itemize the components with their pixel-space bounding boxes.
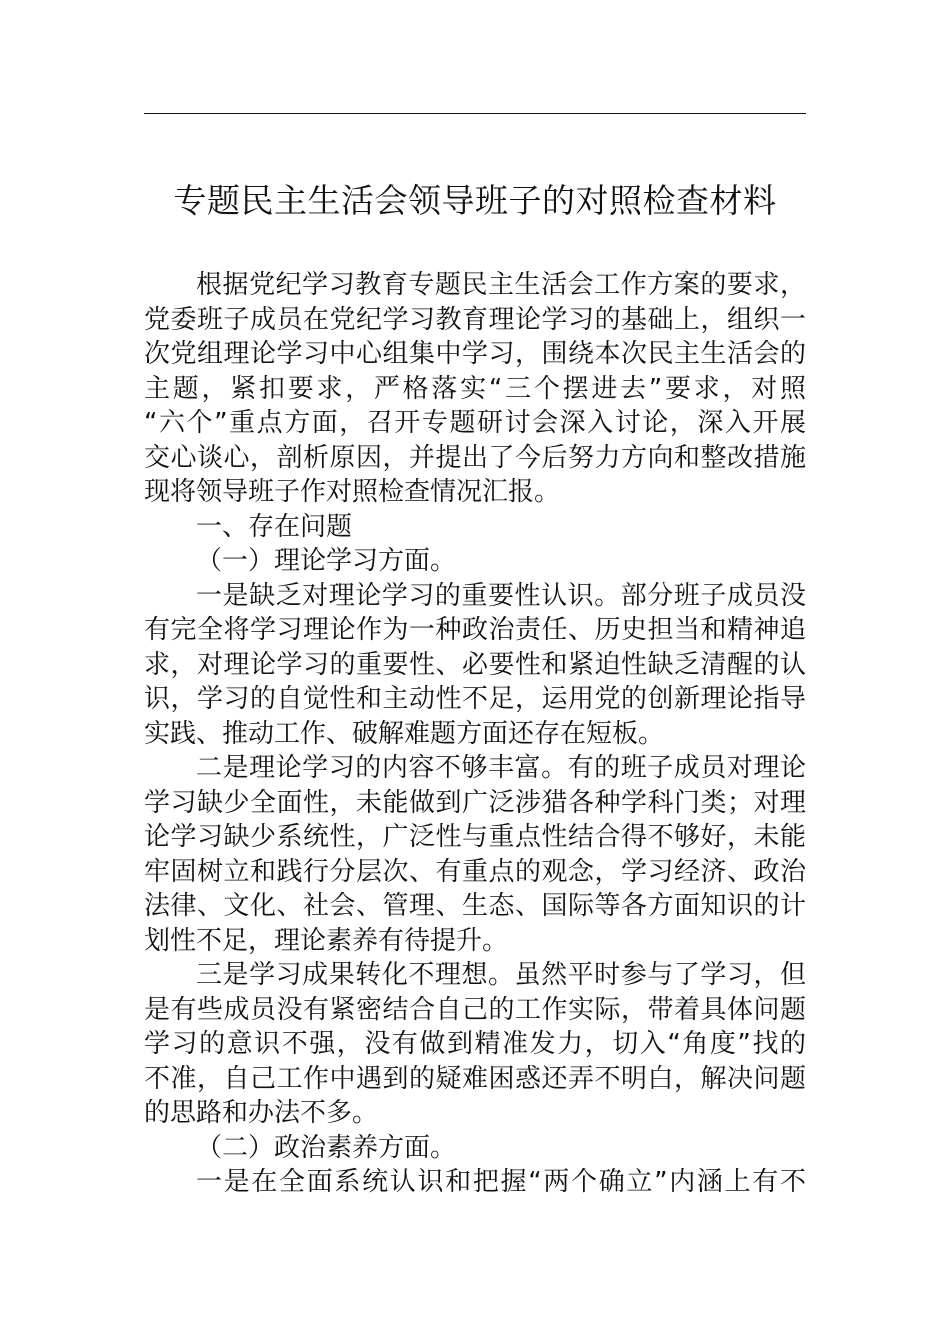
- body-line: 不准，自己工作中遇到的疑难困惑还弄不明白，解决问题: [144, 1063, 806, 1094]
- body-line: 实践、推动工作、破解难题方面还存在短板。: [144, 718, 665, 749]
- body-line: （一）理论学习方面。: [196, 546, 457, 576]
- body-line: 划性不足，理论素养有待提升。: [144, 925, 509, 956]
- body-line: 是有些成员没有紧密结合自己的工作实际，带着具体问题: [144, 994, 806, 1025]
- document-body: [144, 268, 806, 1200]
- body-line: 一、存在问题: [196, 511, 353, 542]
- body-line: 有完全将学习理论作为一种政治责任、历史担当和精神追: [144, 615, 806, 645]
- header-rule: [144, 113, 806, 114]
- body-line: 一是在全面系统认识和把握“两个确立”内涵上有不: [196, 1167, 806, 1197]
- body-line: 主题，紧扣要求，严格落实“三个摆进去”要求，对照: [144, 373, 806, 404]
- body-line: 一是缺乏对理论学习的重要性认识。部分班子成员没: [196, 580, 806, 611]
- body-line: 交心谈心，剖析原因，并提出了今后努力方向和整改措施: [144, 442, 806, 473]
- document-title: 专题民主生活会领导班子的对照检查材料: [173, 181, 777, 220]
- body-line: “六个”重点方面，召开专题研讨会深入讨论，深入开展: [144, 408, 806, 438]
- body-line: 根据党纪学习教育专题民主生活会工作方案的要求，: [196, 270, 806, 300]
- body-line: 的思路和办法不多。: [144, 1098, 379, 1128]
- body-line: 现将领导班子作对照检查情况汇报。: [144, 477, 561, 507]
- body-line: （二）政治素养方面。: [196, 1132, 457, 1163]
- body-line: 识，学习的自觉性和主动性不足，运用党的创新理论指导: [144, 684, 806, 714]
- body-line: 二是理论学习的内容不够丰富。有的班子成员对理论: [196, 753, 806, 783]
- body-line: 学习的意识不强，没有做到精准发力，切入“角度”找的: [144, 1029, 806, 1059]
- body-line: 次党组理论学习中心组集中学习，围绕本次民主生活会的: [144, 339, 806, 369]
- body-line: 牢固树立和践行分层次、有重点的观念，学习经济、政治: [144, 856, 806, 887]
- body-line: 法律、文化、社会、管理、生态、国际等各方面知识的计: [144, 891, 806, 921]
- body-line: 三是学习成果转化不理想。虽然平时参与了学习，但: [196, 960, 806, 990]
- body-line: 论学习缺少系统性，广泛性与重点性结合得不够好，未能: [144, 822, 806, 852]
- body-line: 学习缺少全面性，未能做到广泛涉猎各种学科门类；对理: [144, 787, 806, 818]
- body-line: 党委班子成员在党纪学习教育理论学习的基础上，组织一: [144, 304, 806, 335]
- body-line: 求，对理论学习的重要性、必要性和紧迫性缺乏清醒的认: [144, 649, 806, 680]
